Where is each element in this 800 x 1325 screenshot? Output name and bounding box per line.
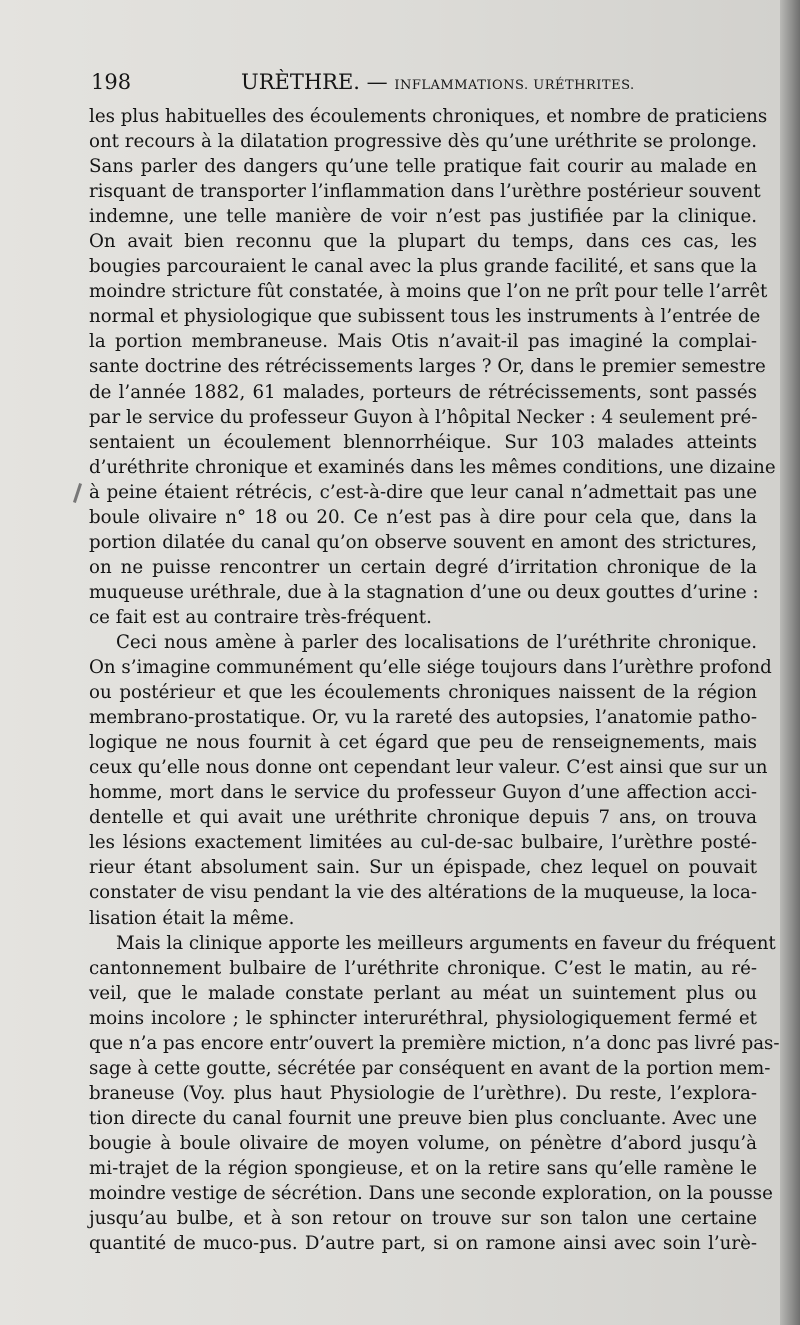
running-head-subtitle: INFLAMMATIONS. URÉTHRITES. [394,78,635,93]
text-line: braneuse (Voy. plus haut Physiologie de l’urèthre). Du reste, l’explora- [89,1082,757,1104]
text-line: risquant de transporter l’inflammation dans l’urèthre postérieur souvent [89,181,761,203]
text-line: On avait bien reconnu que la plupart du temps, dans ces cas, les [89,231,757,253]
page-edge [780,0,800,1325]
text-line: constater de visu pendant la vie des altérations de la muqueuse, la loca- [89,882,757,904]
text-line: Sans parler des dangers qu’une telle pratique fait courir au malade en [89,156,757,178]
running-head [241,70,635,94]
text-line: veil, que le malade constate perlant au méat un suintement plus ou [89,982,757,1004]
running-head-title: URÈTHRE. [241,70,360,94]
paragraph-start-line: Mais la clinique apporte les meilleurs arguments en faveur du fréquent [116,932,776,954]
text-line: On s’imagine communément qu’elle siége toujours dans l’urèthre profond [89,657,772,679]
text-line: jusqu’au bulbe, et à son retour on trouve sur son talon une certaine [89,1208,757,1230]
text-line: d’uréthrite chronique et examinés dans les mêmes conditions, une dizaine [89,456,776,478]
text-line: la portion membraneuse. Mais Otis n’avait-il pas imaginé la complai- [89,331,757,353]
text-line: homme, mort dans le service du professeur Guyon d’une affection acci- [89,782,757,804]
text-line: les lésions exactement limitées au cul-de-sac bulbaire, l’urèthre posté- [89,832,757,854]
text-line: les plus habituelles des écoulements chroniques, et nombre de praticiens [89,106,768,127]
running-head-dash: — [366,70,388,94]
text-line: que n’a pas encore entr’ouvert la première miction, n’a donc pas livré pas- [89,1032,780,1054]
text-line: ceux qu’elle nous donne ont cependant leur valeur. C’est ainsi que sur un [89,757,768,779]
text-line: bougies parcouraient le canal avec la plus grande facilité, et sans que la [89,256,758,278]
text-line: boule olivaire n° 18 ou 20. Ce n’est pas à dire pour cela que, dans la [89,506,757,528]
text-line: moins incolore ; le sphincter interuréthral, physiologiquement fermé et [89,1007,757,1029]
text-line: sante doctrine des rétrécissements larges ? Or, dans le premier semestre [89,356,766,378]
text-line: membrano-prostatique. Or, vu la rareté des autopsies, l’anatomie patho- [89,707,757,729]
text-line: à peine étaient rétrécis, c’est-à-dire que leur canal n’admettait pas une [89,481,757,503]
text-line: quantité de muco-pus. D’autre part, si on ramone ainsi avec soin l’urè- [89,1233,757,1255]
paragraph-start-line: Ceci nous amène à parler des localisations de l’uréthrite chronique. [116,631,757,653]
text-line: mi-trajet de la région spongieuse, et on la retire sans qu’elle ramène le [89,1157,757,1179]
paragraph-end-line: lisation était la même. [89,907,295,929]
text-line: muqueuse uréthrale, due à la stagnation d’une ou deux gouttes d’urine : [89,581,759,603]
text-line: tion directe du canal fournit une preuve bien plus concluante. Avec une [89,1107,757,1129]
paragraph-end-line: ce fait est au contraire très-fréquent. [89,606,432,628]
text-line: portion dilatée du canal qu’on observe souvent en amont des strictures, [89,531,757,553]
text-line: dentelle et qui avait une uréthrite chronique depuis 7 ans, on trouva [89,807,757,829]
text-line: cantonnement bulbaire de l’uréthrite chronique. C’est le matin, au ré- [89,957,757,979]
text-line: sentaient un écoulement blennorrhéique. Sur 103 malades atteints [89,431,757,453]
text-line: rieur étant absolument sain. Sur un épispade, chez lequel on pouvait [89,857,757,879]
text-line: logique ne nous fournit à cet égard que peu de renseignements, mais [89,732,757,754]
text-line: moindre stricture fût constatée, à moins que l’on ne prît pour telle l’arrêt [89,281,768,303]
text-line: de l’année 1882, 61 malades, porteurs de rétrécissements, sont passés [89,381,757,403]
text-line: ou postérieur et que les écoulements chroniques naissent de la région [89,682,757,704]
running-header [91,70,761,100]
page-number: 198 [91,70,132,94]
text-line: ont recours à la dilatation progressive dès qu’une uréthrite se prolonge. [89,131,757,153]
text-line: sage à cette goutte, sécrétée par conséquent en avant de la portion mem- [89,1057,771,1079]
text-line: bougie à boule olivaire de moyen volume, on pénètre d’abord jusqu’à [89,1132,757,1154]
text-line: moindre vestige de sécrétion. Dans une seconde exploration, on la pousse [89,1183,773,1205]
text-line: on ne puisse rencontrer un certain degré d’irritation chronique de la [89,556,757,578]
text-line: normal et physiologique que subissent tous les instruments à l’entrée de [89,306,761,328]
body-text [89,104,780,1256]
text-line: par le service du professeur Guyon à l’hôpital Necker : 4 seulement pré- [89,406,758,428]
text-line: indemne, une telle manière de voir n’est pas justifiée par la clinique. [89,206,757,228]
